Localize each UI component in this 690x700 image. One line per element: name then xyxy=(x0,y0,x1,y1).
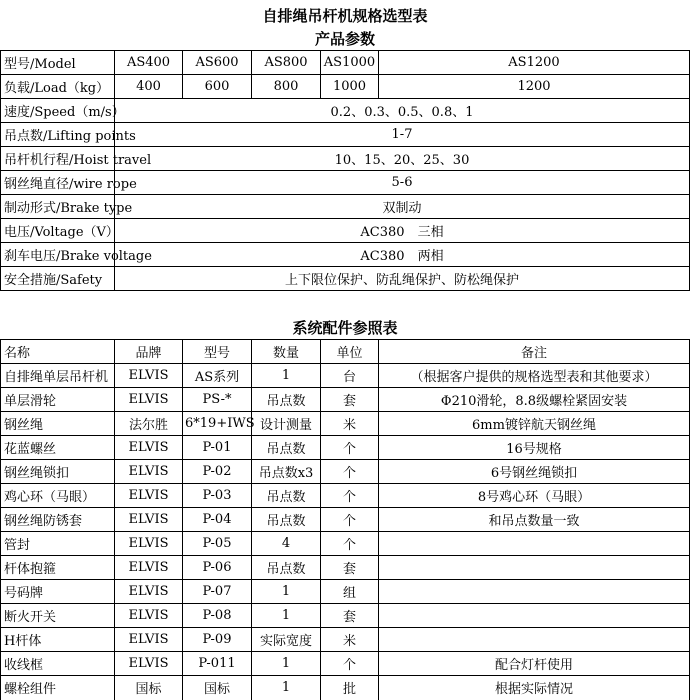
part-name: 断火开关 xyxy=(1,604,115,628)
part-name: H杆体 xyxy=(1,628,115,652)
part-brand: ELVIS xyxy=(115,652,183,676)
part-model: 6*19+IWS xyxy=(183,412,252,436)
part-name: 收线框 xyxy=(1,652,115,676)
part-model: P-06 xyxy=(183,556,252,580)
part-model: P-07 xyxy=(183,580,252,604)
param-label: 速度/Speed（m/s） xyxy=(1,99,115,123)
part-brand: 国标 xyxy=(115,676,183,700)
parts-row xyxy=(1,580,690,604)
part-unit: 个 xyxy=(321,436,379,460)
part-quantity: 1 xyxy=(252,364,321,388)
param-value: 1-7 xyxy=(115,123,690,147)
param-label: 刹车电压/Brake voltage xyxy=(1,243,115,267)
part-quantity: 吊点数 xyxy=(252,508,321,532)
part-unit: 个 xyxy=(321,652,379,676)
model-cell: AS400 xyxy=(115,51,183,75)
model-cell: AS600 xyxy=(183,51,252,75)
params-table xyxy=(0,50,690,291)
parts-row xyxy=(1,628,690,652)
part-model: AS系列 xyxy=(183,364,252,388)
param-value: 10、15、20、25、30 xyxy=(115,147,690,171)
param-value: AC380 三相 xyxy=(115,219,690,243)
part-quantity: 4 xyxy=(252,532,321,556)
load-label: 负载/Load（kg） xyxy=(1,75,115,99)
part-name: 杆体抱箍 xyxy=(1,556,115,580)
part-brand: ELVIS xyxy=(115,388,183,412)
parts-row xyxy=(1,556,690,580)
part-name: 号码牌 xyxy=(1,580,115,604)
parts-title: 系统配件参照表 xyxy=(292,319,398,337)
parts-row xyxy=(1,484,690,508)
part-unit: 批 xyxy=(321,676,379,700)
parts-row xyxy=(1,388,690,412)
part-name: 螺栓组件 xyxy=(1,676,115,700)
part-unit: 米 xyxy=(321,628,379,652)
part-unit: 个 xyxy=(321,532,379,556)
param-label: 钢丝绳直径/wire rope xyxy=(1,171,115,195)
param-value: 双制动 xyxy=(115,195,690,219)
params-row xyxy=(1,99,690,123)
parts-row xyxy=(1,508,690,532)
part-name: 钢丝绳锁扣 xyxy=(1,460,115,484)
params-row xyxy=(1,219,690,243)
header-brand: 品牌 xyxy=(115,340,183,364)
param-value: 5-6 xyxy=(115,171,690,195)
load-cell: 800 xyxy=(252,75,321,99)
part-quantity: 设计测量 xyxy=(252,412,321,436)
param-label: 电压/Voltage（V） xyxy=(1,219,115,243)
params-row xyxy=(1,243,690,267)
part-brand: ELVIS xyxy=(115,580,183,604)
part-remark: 6mm镀锌航天钢丝绳 xyxy=(379,412,690,436)
part-remark xyxy=(379,628,690,652)
part-remark: 8号鸡心环（马眼） xyxy=(379,484,690,508)
part-model: P-04 xyxy=(183,508,252,532)
part-remark: 配合灯杆使用 xyxy=(379,652,690,676)
part-model: PS-* xyxy=(183,388,252,412)
param-label: 吊杆机行程/Hoist travel xyxy=(1,147,115,171)
part-name: 钢丝绳 xyxy=(1,412,115,436)
header-quantity: 数量 xyxy=(252,340,321,364)
part-unit: 个 xyxy=(321,460,379,484)
load-cell: 1000 xyxy=(321,75,379,99)
part-name: 自排绳单层吊杆机 xyxy=(1,364,115,388)
part-unit: 套 xyxy=(321,556,379,580)
params-load-row xyxy=(1,75,690,99)
part-name: 鸡心环（马眼） xyxy=(1,484,115,508)
parts-row xyxy=(1,412,690,436)
part-model: P-01 xyxy=(183,436,252,460)
params-row xyxy=(1,267,690,291)
params-row xyxy=(1,123,690,147)
load-cell: 400 xyxy=(115,75,183,99)
part-unit: 个 xyxy=(321,508,379,532)
part-remark: （根据客户提供的规格选型表和其他要求） xyxy=(379,364,690,388)
part-brand: 法尔胜 xyxy=(115,412,183,436)
parts-header-row xyxy=(1,340,690,364)
part-unit: 米 xyxy=(321,412,379,436)
part-remark xyxy=(379,580,690,604)
part-quantity: 1 xyxy=(252,652,321,676)
part-model: P-09 xyxy=(183,628,252,652)
param-label: 制动形式/Brake type xyxy=(1,195,115,219)
main-title: 自排绳吊杆机规格选型表 xyxy=(262,7,428,25)
part-remark xyxy=(379,556,690,580)
parts-row xyxy=(1,532,690,556)
header-model: 型号 xyxy=(183,340,252,364)
part-brand: ELVIS xyxy=(115,628,183,652)
part-unit: 组 xyxy=(321,580,379,604)
part-quantity: 1 xyxy=(252,676,321,700)
part-model: P-08 xyxy=(183,604,252,628)
part-quantity: 吊点数 xyxy=(252,388,321,412)
part-model: 国标 xyxy=(183,676,252,700)
part-remark: 6号钢丝绳锁扣 xyxy=(379,460,690,484)
part-quantity: 吊点数 xyxy=(252,436,321,460)
param-label: 安全措施/Safety xyxy=(1,267,115,291)
part-brand: ELVIS xyxy=(115,604,183,628)
part-quantity: 吊点数 xyxy=(252,556,321,580)
part-quantity: 吊点数x3 xyxy=(252,460,321,484)
params-row xyxy=(1,147,690,171)
header-unit: 单位 xyxy=(321,340,379,364)
header-name: 名称 xyxy=(1,340,115,364)
parts-row xyxy=(1,604,690,628)
part-remark: Φ210滑轮，8.8级螺栓紧固安装 xyxy=(379,388,690,412)
part-unit: 台 xyxy=(321,364,379,388)
part-remark xyxy=(379,532,690,556)
part-brand: ELVIS xyxy=(115,532,183,556)
load-cell: 1200 xyxy=(379,75,690,99)
part-unit: 个 xyxy=(321,484,379,508)
part-brand: ELVIS xyxy=(115,484,183,508)
part-remark xyxy=(379,604,690,628)
params-row xyxy=(1,195,690,219)
model-cell: AS800 xyxy=(252,51,321,75)
part-model: P-05 xyxy=(183,532,252,556)
load-cell: 600 xyxy=(183,75,252,99)
part-model: P-011 xyxy=(183,652,252,676)
header-remark: 备注 xyxy=(379,340,690,364)
part-remark: 根据实际情况 xyxy=(379,676,690,700)
params-row xyxy=(1,171,690,195)
parts-table xyxy=(0,339,690,700)
params-model-row xyxy=(1,51,690,75)
part-remark: 和吊点数量一致 xyxy=(379,508,690,532)
part-name: 单层滑轮 xyxy=(1,388,115,412)
part-brand: ELVIS xyxy=(115,364,183,388)
params-title: 产品参数 xyxy=(314,30,375,48)
part-remark: 16号规格 xyxy=(379,436,690,460)
part-brand: ELVIS xyxy=(115,460,183,484)
parts-row xyxy=(1,652,690,676)
part-brand: ELVIS xyxy=(115,436,183,460)
param-label: 吊点数/Lifting points xyxy=(1,123,115,147)
param-value: AC380 两相 xyxy=(115,243,690,267)
part-quantity: 实际宽度 xyxy=(252,628,321,652)
parts-row xyxy=(1,436,690,460)
part-brand: ELVIS xyxy=(115,556,183,580)
model-cell: AS1200 xyxy=(379,51,690,75)
part-quantity: 1 xyxy=(252,580,321,604)
part-model: P-03 xyxy=(183,484,252,508)
part-unit: 套 xyxy=(321,388,379,412)
part-unit: 套 xyxy=(321,604,379,628)
part-name: 钢丝绳防锈套 xyxy=(1,508,115,532)
parts-row xyxy=(1,676,690,700)
parts-row xyxy=(1,460,690,484)
model-label: 型号/Model xyxy=(1,51,115,75)
part-quantity: 1 xyxy=(252,604,321,628)
param-value: 0.2、0.3、0.5、0.8、1 xyxy=(115,99,690,123)
part-name: 花蓝螺丝 xyxy=(1,436,115,460)
model-cell: AS1000 xyxy=(321,51,379,75)
param-value: 上下限位保护、防乱绳保护、防松绳保护 xyxy=(115,267,690,291)
part-name: 管封 xyxy=(1,532,115,556)
part-quantity: 吊点数 xyxy=(252,484,321,508)
part-model: P-02 xyxy=(183,460,252,484)
parts-row xyxy=(1,364,690,388)
part-brand: ELVIS xyxy=(115,508,183,532)
